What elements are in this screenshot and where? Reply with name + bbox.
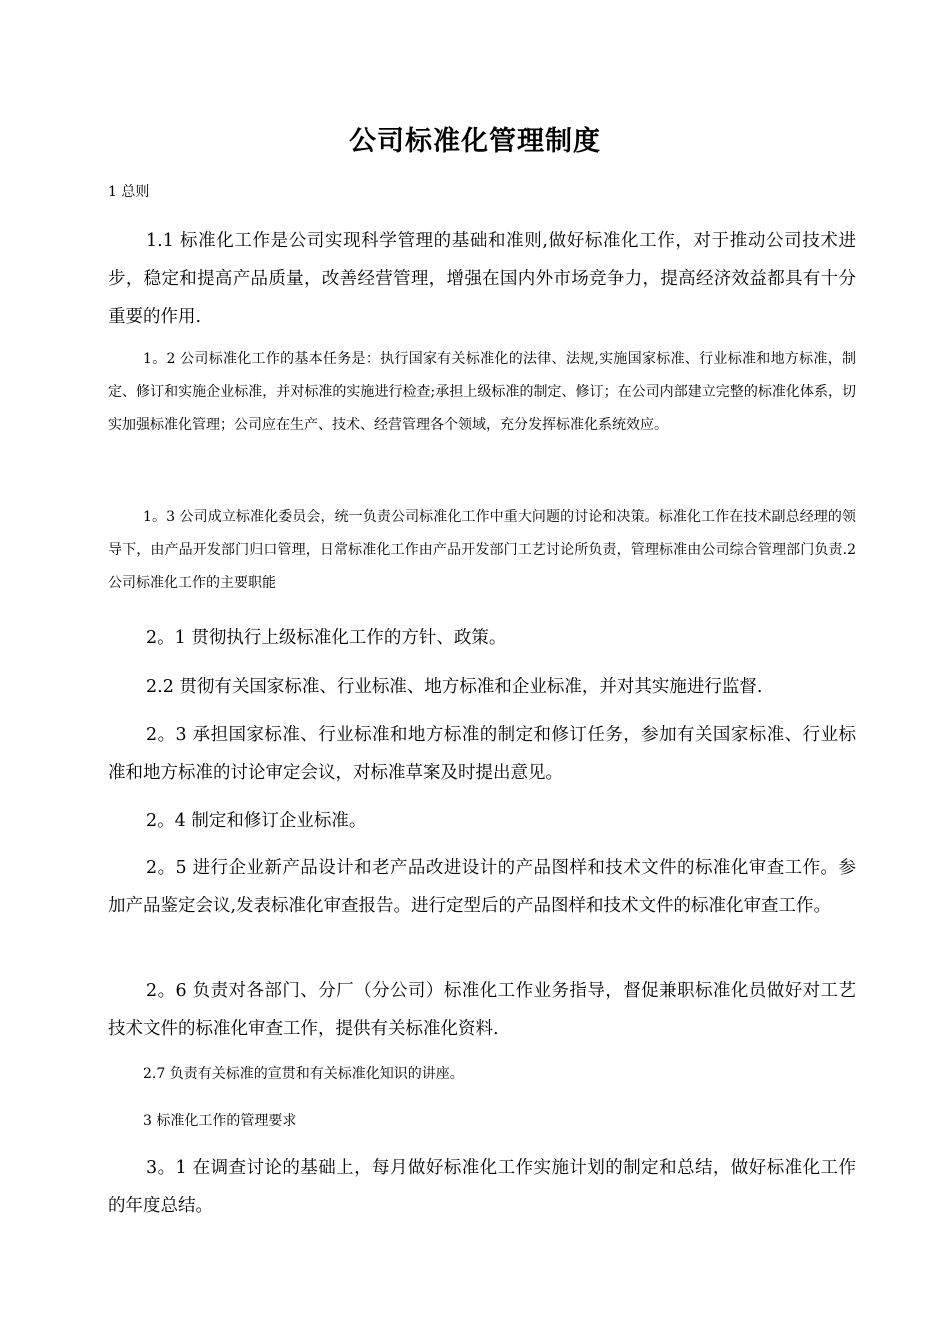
section-heading-management: 3 标准化工作的管理要求 [143, 1113, 297, 1129]
document-title: 公司标准化管理制度 [349, 126, 601, 157]
paragraph-2-2: 2.2 贯彻有关国家标准、行业标准、地方标准和企业标准，并对其实施进行监督. [146, 677, 763, 697]
paragraph-2-5: 2。5 进行企业新产品设计和老产品改进设计的产品图样和技术文件的标准化审查工作。参加产品鉴定会议,发表标准化审查报告。进行定型后的产品图样和技术文件的标准化审查工作。 [108, 858, 856, 916]
paragraph-1-3: 1。3 公司成立标准化委员会，统一负责公司标准化工作中重大问题的讨论和决策。标准化工作在技术副总经理的领导下，由产品开发部门归口管理，日常标准化工作由产品开发部门工艺讨论所负责，管理标准由公司综合管理部门负责.2 公司标准化工作的主要职能 [108, 509, 856, 591]
section-heading-general: 1 总则 [108, 184, 150, 200]
paragraph-2-4: 2。4 制定和修订企业标准。 [146, 811, 367, 831]
paragraph-2-3: 2。3 承担国家标准、行业标准和地方标准的制定和修订任务，参加有关国家标准、行业标准和地方标准的讨论审定会议，对标准草案及时提出意见。 [108, 725, 856, 783]
paragraph-1-1: 1.1 标准化工作是公司实现科学管理的基础和准则,做好标准化工作，对于推动公司技术进步，稳定和提高产品质量，改善经营管理，增强在国内外市场竞争力，提高经济效益都具有十分重要的作用. [108, 231, 856, 327]
paragraph-1-2: 1。2 公司标准化工作的基本任务是：执行国家有关标准化的法律、法规,实施国家标准、行业标准和地方标准，制定、修订和实施企业标准，并对标准的实施进行检查;承担上级标准的制定、修订；在公司内部建立完整的标准化体系，切实加强标准化管理；公司应在生产、技术、经营管理各个领域，充分发挥标准化系统效应。 [108, 351, 856, 433]
paragraph-2-1: 2。1 贯彻执行上级标准化工作的方针、政策。 [146, 628, 507, 648]
paragraph-2-6: 2。6 负责对各部门、分厂（分公司）标准化工作业务指导，督促兼职标准化员做好对工艺技术文件的标准化审查工作，提供有关标准化资料. [108, 981, 856, 1039]
paragraph-2-7: 2.7 负责有关标准的宣贯和有关标准化知识的讲座。 [143, 1066, 464, 1082]
paragraph-3-1: 3。1 在调查讨论的基础上，每月做好标准化工作实施计划的制定和总结，做好标准化工作的年度总结。 [108, 1158, 856, 1216]
